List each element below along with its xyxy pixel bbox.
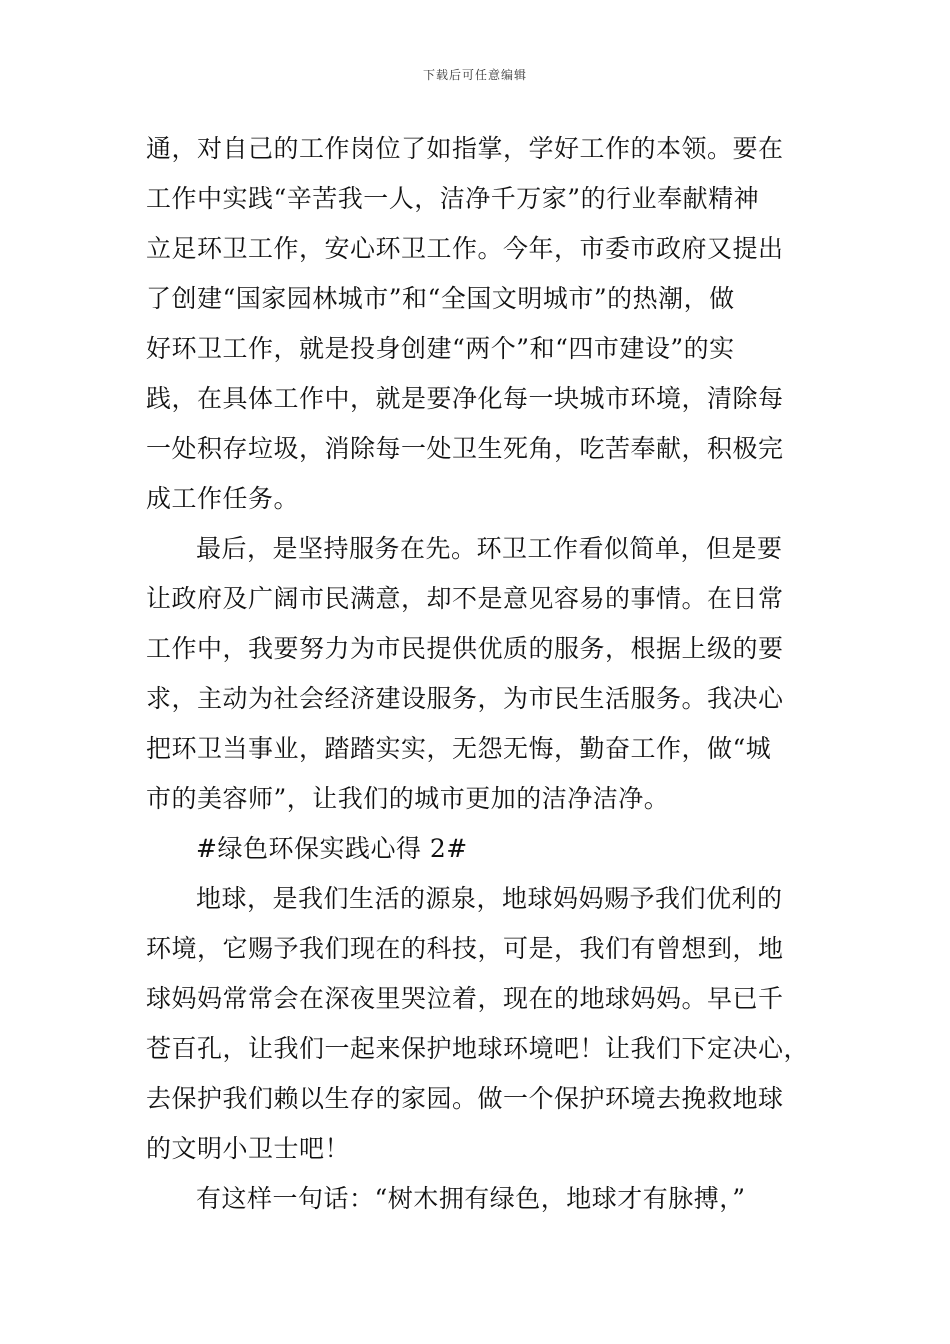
section-heading: #绿色环保实践心得 2# — [196, 834, 468, 863]
text-line: 去保护我们赖以生存的家园。做一个保护环境去挽救地球 — [146, 1084, 784, 1113]
text-line: 好环卫工作，就是投身创建“两个”和“四市建设”的实 — [146, 334, 735, 363]
text-line: 了创建“国家园林城市”和“全国文明城市”的热潮，做 — [146, 284, 735, 313]
text-line: 立足环卫工作，安心环卫工作。今年，市委市政府又提出 — [146, 234, 784, 263]
paragraph-start-line: 地球，是我们生活的源泉，地球妈妈赐予我们优利的 — [196, 884, 783, 913]
document-body — [146, 124, 811, 1224]
text-line: 一处积存垃圾，消除每一处卫生死角，吃苦奉献，积极完 — [146, 434, 784, 463]
text-line: 成工作任务。 — [146, 484, 300, 513]
text-line: 工作中实践“辛苦我一人，洁净千万家”的行业奉献精神 — [146, 184, 760, 213]
text-line: 的文明小卫士吧！ — [146, 1134, 351, 1163]
text-line: 求，主动为社会经济建设服务，为市民生活服务。我决心 — [146, 684, 784, 713]
paragraph-start-line: 最后，是坚持服务在先。环卫工作看似简单，但是要 — [196, 534, 783, 563]
text-line: 让政府及广阔市民满意，却不是意见容易的事情。在日常 — [146, 584, 784, 613]
text-line: 球妈妈常常会在深夜里哭泣着，现在的地球妈妈。早已千 — [146, 984, 784, 1013]
text-line: 践，在具体工作中，就是要净化每一块城市环境，清除每 — [146, 384, 784, 413]
paragraph-start-line: 有这样一句话：“树木拥有绿色，地球才有脉搏，” — [196, 1184, 746, 1213]
page-header: 下载后可任意编辑 — [422, 68, 527, 82]
text-line: 工作中，我要努力为市民提供优质的服务，根据上级的要 — [146, 634, 784, 663]
text-line: 把环卫当事业，踏踏实实，无怨无悔，勤奋工作，做“城 — [146, 734, 772, 763]
text-line: 苍百孔，让我们一起来保护地球环境吧！让我们下定决心， — [146, 1034, 810, 1063]
text-line: 环境，它赐予我们现在的科技，可是，我们有曾想到，地 — [146, 934, 784, 963]
text-line: 通，对自己的工作岗位了如指掌，学好工作的本领。要在 — [146, 134, 784, 163]
text-line: 市的美容师”，让我们的城市更加的洁净洁净。 — [146, 784, 670, 813]
